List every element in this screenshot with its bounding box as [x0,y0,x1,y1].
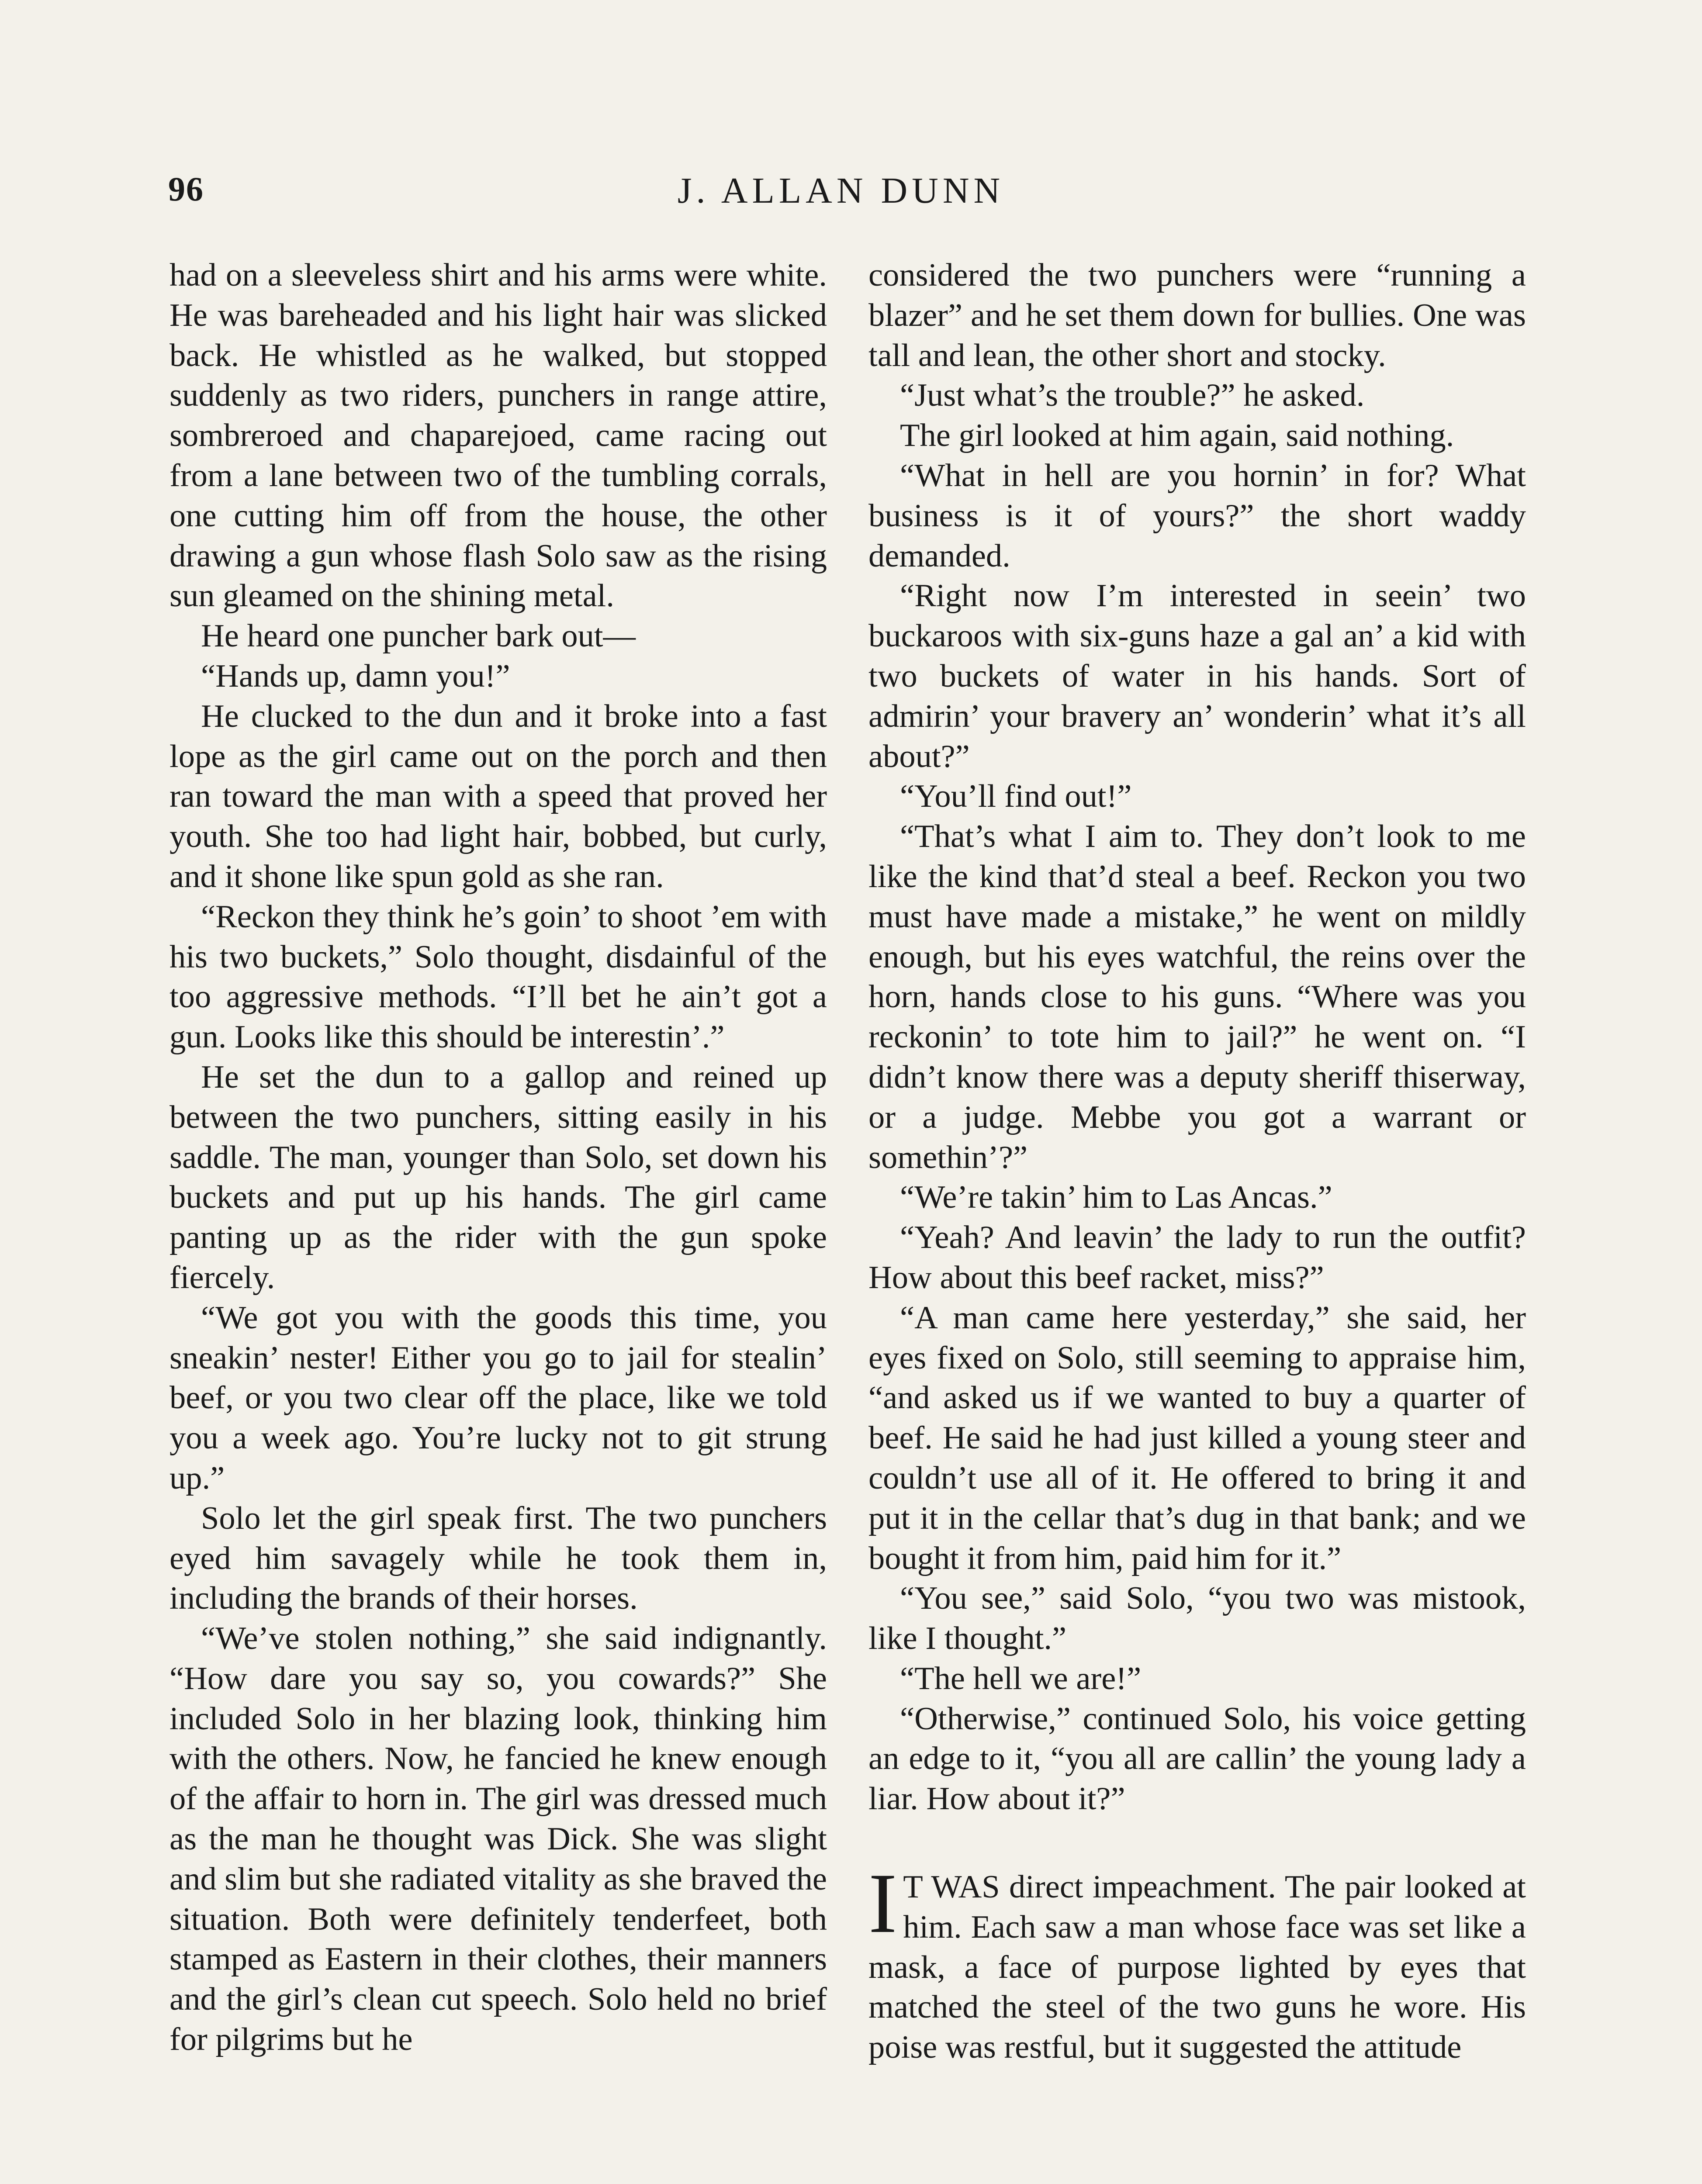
paragraph: “We’ve stolen nothing,” she said indignantly. “How dare you say so, you cowards?” She included Solo in her blazing look, thinking him with the others. Now, he fancied he knew enough of the affair to horn in. The girl was dressed much as the man he thought was Dick. She was slight and slim but she radiated vitality as she braved the situation. Both were definitely tenderfeet, both stamped as Eastern in their clothes, their manners and the girl’s clean cut speech. Solo held no brief for pilgrims but he [170,1621,827,2058]
drop-cap: I [868,1856,897,1951]
page-number: 96 [168,170,204,208]
paragraph: “The hell we are!” [900,1660,1142,1697]
paragraph: He heard one puncher bark out— [201,618,636,654]
paragraph: “Reckon they think he’s goin’ to shoot ’em with his two buckets,” Solo thought, disdainful of the too aggressive methods. “I’ll bet he ain’t got a gun. Looks like this should be interestin’.” [170,898,827,1055]
section-start-text: T WAS direct impeachment. The pair looked at him. Each saw a man whose face was set like a mask, a face of purpose lighted by eyes that matched the steel of the two guns he wore. His poise was restful, but it suggested the attitude [868,1869,1526,2066]
page-header [168,169,1514,218]
running-head: J. ALLAN DUNN [677,170,1005,211]
paragraph: Solo let the girl speak first. The two punchers eyed him savagely while he took them in, including the brands of their horses. [170,1500,827,1617]
paragraph: He clucked to the dun and it broke into a fast lope as the girl came out on the porch and then ran toward the man with a speed that proved her youth. She too had light hair, bobbed, but curly, and it shone like spun gold as she ran. [170,698,827,895]
paragraph: “A man came here yesterday,” she said, her eyes fixed on Solo, still seeming to appraise him, “and asked us if we wanted to buy a quarter of beef. He said he had just killed a young steer and couldn’t use all of it. He offered to bring it and put it in the cellar that’s dug in that bank; and we bought it from him, paid him for it.” [868,1299,1526,1576]
paragraph: “Otherwise,” continued Solo, his voice getting an edge to it, “you all are callin’ the young lady a liar. How about it?” [868,1700,1526,1817]
paragraph: The girl looked at him again, said nothing. [900,418,1454,454]
paragraph: considered the two punchers were “running a blazer” and he set them down for bullies. One was tall and lean, the other short and stocky. [868,257,1526,373]
paragraph: “What in hell are you hornin’ in for? What business is it of yours?” the short waddy demanded. [868,457,1526,574]
paragraph: “Right now I’m interested in seein’ two buckaroos with six-guns haze a gal an’ a kid with two buckets of water in his hands. Sort of admirin’ your bravery an’ wonderin’ what it’s all about?” [868,578,1526,774]
paragraph: He set the dun to a gallop and reined up between the two punchers, sitting easily in his saddle. The man, younger than Solo, set down his buckets and put up his hands. The girl came panting up as the rider with the gun spoke fiercely. [170,1059,827,1296]
paragraph: “Yeah? And leavin’ the lady to run the outfit? How about this beef racket, miss?” [868,1220,1526,1296]
paragraph: “We’re takin’ him to Las Ancas.” [900,1179,1332,1216]
paragraph: “You see,” said Solo, “you two was mistook, like I thought.” [868,1580,1526,1657]
paragraph: “Hands up, damn you!” [201,658,510,694]
right-column [868,256,1526,2068]
paragraph: “You’ll find out!” [900,778,1132,815]
paragraph: “We got you with the goods this time, you sneakin’ nester! Either you go to jail for stealin’ beef, or you two clear off the place, like we told you a week ago. You’re lucky not to git strung up.” [170,1299,827,1496]
paragraph: had on a sleeveless shirt and his arms were white. He was bareheaded and his light hair was slicked back. He whistled as he walked, but stopped suddenly as two riders, punchers in range attire, sombreroed and chaparejoed, came racing out from a lane between two of the tumbling corrals, one cutting him off from the house, the other drawing a gun whose flash Solo saw as the rising sun gleamed on the shining metal. [170,257,827,614]
section-start-paragraph [868,1856,1526,2068]
paragraph: “That’s what I aim to. They don’t look to me like the kind that’d steal a beef. Reckon you two must have made a mistake,” he went on mildly enough, but his eyes watchful, the reins over the horn, hands close to his guns. “Where was you reckonin’ to tote him to jail?” he went on. “I didn’t know there was a deputy sheriff thiserway, or a judge. Mebbe you got a warrant or somethin’?” [868,819,1526,1175]
left-column [170,256,827,2060]
paragraph: “Just what’s the trouble?” he asked. [900,377,1365,414]
